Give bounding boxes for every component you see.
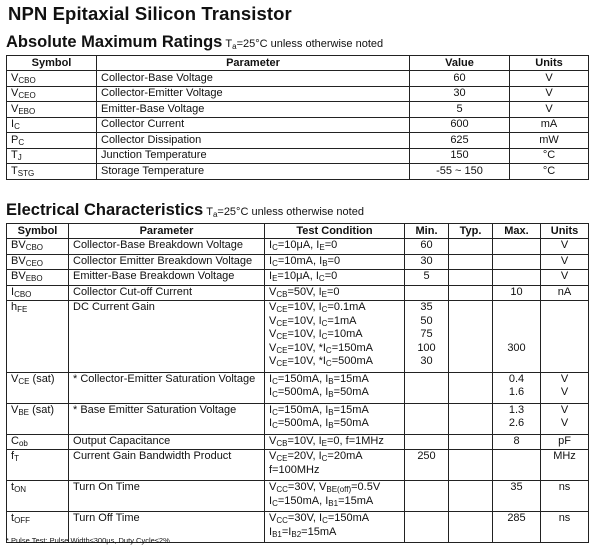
table-row [7, 285, 589, 301]
test-condition-cell [265, 254, 405, 270]
value-line [409, 512, 444, 526]
unit-cell [541, 450, 589, 481]
unit-cell: V [510, 86, 589, 102]
condition-line: $V_{CB}=10V$, $I_E=0$, f=1MHz [269, 434, 384, 448]
parameter-cell: Turn On Time [69, 481, 265, 512]
value-line [453, 435, 488, 449]
table-row [7, 254, 589, 270]
condition-line: $I_{B1}=I_{B2}=15mA$ [269, 525, 337, 539]
value-line [453, 286, 488, 300]
value-line: 2.6 [508, 417, 525, 429]
test-condition-cell [265, 403, 405, 434]
value-line: 75 [420, 328, 433, 340]
test-condition-cell [265, 301, 405, 373]
symbol-cell: $T_J$ [7, 148, 97, 164]
test-condition-cell [265, 450, 405, 481]
parameter-cell: Collector-Base Voltage [97, 71, 410, 87]
elec-section-heading [6, 201, 364, 220]
value-line [409, 435, 444, 449]
unit-cell: V [510, 71, 589, 87]
unit-cell [541, 239, 589, 255]
min-cell [405, 239, 449, 255]
max-cell [493, 239, 541, 255]
min-cell [405, 301, 449, 373]
value-cell: 60 [410, 71, 510, 87]
table-row [7, 270, 589, 286]
value-cell: 600 [410, 117, 510, 133]
typ-cell [449, 481, 493, 512]
value-line [497, 315, 536, 329]
max-cell [493, 301, 541, 373]
condition-line: $I_C=150mA$, $I_B=15mA$ [269, 403, 369, 417]
min-cell [405, 512, 449, 543]
table-row [7, 117, 589, 133]
value-line [409, 481, 444, 495]
symbol-cell: $T_{STG}$ [7, 164, 97, 180]
value-line: nA [557, 285, 572, 298]
max-cell [493, 403, 541, 434]
unit-cell: mW [510, 133, 589, 149]
condition-line: $V_{CE}=10V$, $*I_C=500mA$ [269, 355, 373, 368]
elec-heading-text: Electrical Characteristics [6, 201, 204, 219]
unit-cell [541, 512, 589, 543]
max-cell [493, 285, 541, 301]
symbol-cell: $P_C$ [7, 133, 97, 149]
value-line: V [560, 254, 569, 267]
typ-cell [449, 254, 493, 270]
table-row [7, 301, 589, 373]
value-line: V [560, 372, 569, 385]
max-cell [493, 481, 541, 512]
max-cell [493, 372, 541, 403]
abs-col-header-value: Value [410, 56, 510, 71]
condition-line: $V_{CB}=50V$, $I_E=0$ [269, 285, 340, 299]
condition-line: $I_C=500mA$, $I_B=50mA$ [269, 417, 369, 430]
parameter-cell: Collector Cut-off Current [69, 285, 265, 301]
condition-line: $I_C=150mA$, $I_B=15mA$ [269, 372, 369, 386]
min-cell [405, 372, 449, 403]
typ-cell [449, 372, 493, 403]
unit-cell [541, 254, 589, 270]
table-row [7, 102, 589, 118]
abs-col-header-symbol: Symbol [7, 56, 97, 71]
value-line: V [560, 386, 569, 398]
value-cell: 30 [410, 86, 510, 102]
condition-line: $I_C=500mA$, $I_B=50mA$ [269, 386, 369, 399]
value-line [453, 512, 488, 526]
test-condition-cell [265, 285, 405, 301]
value-line [453, 450, 488, 464]
value-line: 35 [420, 301, 433, 313]
symbol-cell: $BV_{CEO}$ [7, 254, 69, 270]
symbol-cell: $C_{ob}$ [7, 434, 69, 450]
table-row [7, 372, 589, 403]
value-line: 250 [417, 450, 436, 462]
abs-col-header-units: Units [510, 56, 589, 71]
elec-col-header-parameter: Parameter [69, 224, 265, 239]
symbol-cell: $BV_{EBO}$ [7, 270, 69, 286]
condition-line: f=100MHz [269, 463, 320, 476]
parameter-cell: Turn Off Time [69, 512, 265, 543]
condition-line: $V_{CE}=10V$, $*I_C=150mA$ [269, 341, 373, 355]
value-line: V [560, 270, 569, 282]
table-row [7, 86, 589, 102]
parameter-cell: Emitter-Base Breakdown Voltage [69, 270, 265, 286]
value-line [497, 355, 536, 369]
elec-header-row [7, 224, 589, 239]
unit-cell [541, 285, 589, 301]
parameter-cell: Storage Temperature [97, 164, 410, 180]
value-line [453, 481, 488, 495]
parameter-cell: * Base Emitter Saturation Voltage [69, 403, 265, 434]
parameter-cell: Emitter-Base Voltage [97, 102, 410, 118]
unit-cell: °C [510, 148, 589, 164]
min-cell [405, 285, 449, 301]
symbol-cell: $V_{EBO}$ [7, 102, 97, 118]
value-line: MHz [553, 450, 576, 462]
value-line [453, 404, 488, 418]
min-cell [405, 481, 449, 512]
value-line [497, 270, 536, 284]
table-row [7, 403, 589, 434]
max-cell [493, 434, 541, 450]
value-line: 5 [423, 270, 430, 282]
unit-cell: V [510, 102, 589, 118]
elec-col-header-max: Max. [493, 224, 541, 239]
max-cell [493, 254, 541, 270]
value-cell: 625 [410, 133, 510, 149]
value-cell: -55 ~ 150 [410, 164, 510, 180]
value-line: ns [558, 481, 571, 493]
footnote: * Pulse Test: Pulse Width≤300μs, Duty Cycle≤2% [6, 536, 170, 545]
condition-line: $I_C=150mA$, $I_{B1}=15mA$ [269, 494, 374, 508]
test-condition-cell [265, 434, 405, 450]
symbol-cell: $V_{CBO}$ [7, 71, 97, 87]
typ-cell [449, 512, 493, 543]
value-line [409, 373, 444, 387]
parameter-cell: Collector Emitter Breakdown Voltage [69, 254, 265, 270]
typ-cell [449, 434, 493, 450]
value-line: pF [558, 434, 571, 447]
test-condition-cell [265, 270, 405, 286]
elec-col-header-units: Units [541, 224, 589, 239]
elec-col-header-test-condition: Test Condition [265, 224, 405, 239]
unit-cell [541, 372, 589, 403]
typ-cell [449, 301, 493, 373]
value-line [545, 301, 584, 315]
unit-cell: mA [510, 117, 589, 133]
abs-condition-note: $T_a=25^\circ C$ unless otherwise noted [225, 38, 384, 51]
min-cell [405, 254, 449, 270]
value-line: ns [558, 512, 571, 524]
test-condition-cell [265, 372, 405, 403]
max-cell [493, 450, 541, 481]
symbol-cell: $BV_{CBO}$ [7, 239, 69, 255]
value-line [409, 404, 444, 418]
value-line [453, 255, 488, 269]
condition-line: $I_C=10\mu A$, $I_E=0$ [269, 239, 338, 252]
condition-line: $V_{CC}=30V$, $V_{BE(off)}=0.5V$ [269, 481, 381, 494]
symbol-cell: $t_{ON}$ [7, 481, 69, 512]
min-cell [405, 270, 449, 286]
value-cell: 150 [410, 148, 510, 164]
value-line: 30 [420, 355, 433, 367]
elec-col-header-typ: Typ. [449, 224, 493, 239]
parameter-cell: * Collector-Emitter Saturation Voltage [69, 372, 265, 403]
symbol-cell: $h_{FE}$ [7, 301, 69, 373]
abs-section-heading [6, 33, 383, 52]
unit-cell [541, 481, 589, 512]
unit-cell [541, 270, 589, 286]
test-condition-cell [265, 512, 405, 543]
table-row [7, 148, 589, 164]
min-cell [405, 403, 449, 434]
parameter-cell: Collector Dissipation [97, 133, 410, 149]
value-cell: 5 [410, 102, 510, 118]
condition-line: $I_E=10\mu A$, $I_C=0$ [269, 270, 338, 283]
value-line: V [560, 417, 569, 429]
symbol-cell: $V_{BE}$ (sat) [7, 403, 69, 434]
symbol-cell: $t_{OFF}$ [7, 512, 69, 543]
table-row [7, 71, 589, 87]
value-line [497, 301, 536, 315]
condition-line: $V_{CE}=10V$, $I_C=10mA$ [269, 328, 363, 341]
unit-cell [541, 403, 589, 434]
value-line: 50 [420, 314, 433, 327]
value-line [409, 286, 444, 300]
value-line: 30 [420, 254, 433, 267]
value-line: 60 [420, 239, 433, 251]
unit-cell [541, 301, 589, 373]
value-line [453, 270, 488, 284]
parameter-cell: Collector-Emitter Voltage [97, 86, 410, 102]
value-line: V [560, 403, 569, 416]
symbol-cell: $I_C$ [7, 117, 97, 133]
value-line [453, 373, 488, 387]
max-cell [493, 512, 541, 543]
condition-line: $V_{CE}=10V$, $I_C=0.1mA$ [269, 301, 366, 314]
parameter-cell: Current Gain Bandwidth Product [69, 450, 265, 481]
parameter-cell: Output Capacitance [69, 434, 265, 450]
symbol-cell: $f_T$ [7, 450, 69, 481]
table-row [7, 164, 589, 180]
parameter-cell: DC Current Gain [69, 301, 265, 373]
condition-line: $V_{CE}=10V$, $I_C=1mA$ [269, 314, 357, 328]
symbol-cell: $V_{CEO}$ [7, 86, 97, 102]
value-line: 285 [507, 512, 526, 524]
value-line: V [560, 239, 569, 251]
value-line [497, 328, 536, 342]
test-condition-cell [265, 239, 405, 255]
typ-cell [449, 450, 493, 481]
table-row [7, 239, 589, 255]
typ-cell [449, 270, 493, 286]
value-line: 0.4 [508, 372, 525, 385]
unit-cell: °C [510, 164, 589, 180]
value-line: 1.6 [508, 386, 525, 398]
parameter-cell: Collector-Base Breakdown Voltage [69, 239, 265, 255]
abs-col-header-parameter: Parameter [97, 56, 410, 71]
elec-col-header-symbol: Symbol [7, 224, 69, 239]
value-line [497, 239, 536, 253]
value-line: 35 [510, 481, 523, 493]
condition-line: $V_{CE}=20V$, $I_C=20mA$ [269, 450, 363, 463]
elec-condition-note: $T_a=25^\circ C$ unless otherwise noted [206, 206, 364, 219]
table-row [7, 434, 589, 450]
table-row [7, 450, 589, 481]
value-line: 100 [417, 341, 436, 354]
typ-cell [449, 403, 493, 434]
value-line: 300 [507, 341, 526, 354]
parameter-cell: Junction Temperature [97, 148, 410, 164]
condition-line: $I_C=10mA$, $I_B=0$ [269, 254, 341, 268]
symbol-cell: $I_{CBO}$ [7, 285, 69, 301]
table-row [7, 133, 589, 149]
value-line [453, 239, 488, 253]
value-line [453, 301, 488, 315]
elec-col-header-min: Min. [405, 224, 449, 239]
value-line: 10 [510, 285, 523, 298]
parameter-cell: Collector Current [97, 117, 410, 133]
typ-cell [449, 285, 493, 301]
electrical-characteristics-table [6, 223, 589, 543]
min-cell [405, 450, 449, 481]
page-title: NPN Epitaxial Silicon Transistor [8, 3, 292, 24]
value-line [497, 255, 536, 269]
typ-cell [449, 239, 493, 255]
unit-cell [541, 434, 589, 450]
abs-header-row [7, 56, 589, 71]
value-line [497, 450, 536, 464]
min-cell [405, 434, 449, 450]
value-line: 8 [513, 434, 520, 447]
table-row [7, 481, 589, 512]
absolute-max-ratings-table [6, 55, 589, 180]
symbol-cell: $V_{CE}$ (sat) [7, 372, 69, 403]
test-condition-cell [265, 481, 405, 512]
condition-line: $V_{CC}=30V$, $I_C=150mA$ [269, 512, 370, 525]
abs-heading-text: Absolute Maximum Ratings [6, 33, 223, 51]
value-line: 1.3 [508, 403, 525, 416]
max-cell [493, 270, 541, 286]
